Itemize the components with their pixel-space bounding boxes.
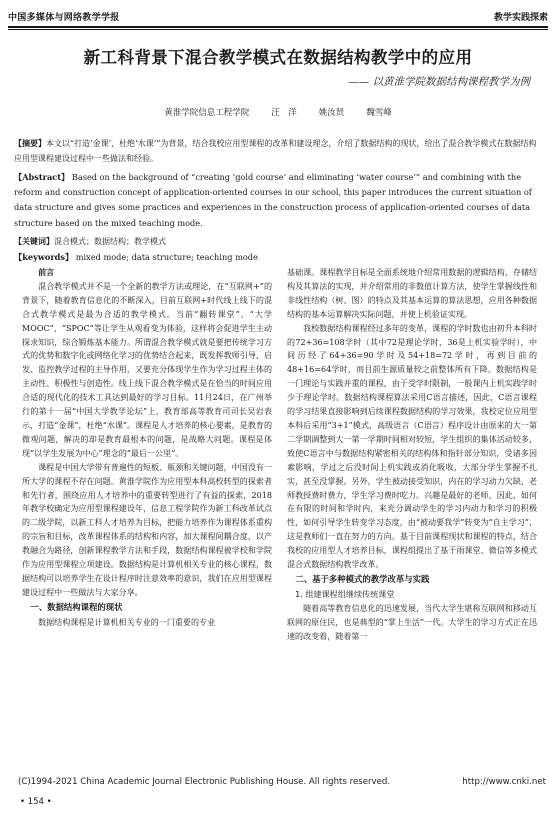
section-heading: 一、数据结构课程的现状	[30, 601, 123, 612]
body-paragraph: 随着高等教育信息化的迅速发展，当代大学生堪称互联网和移动互联网的原住民，也是典型的“掌上生活”一代。大学生的学习方式正在迅速的改变着，随着第一	[287, 603, 537, 641]
author-line	[0, 106, 556, 118]
article-title: 新工科背景下混合教学模式在数据结构教学中的应用	[83, 48, 473, 67]
body-paragraph: 我校数据结构课程经过多年的变革，课程的学时数也由初升本科时的72+36=108学时（其中72是理论学时，36是上机实验学时），中间历经了64+36=90学时及54+18=72学时，再到目前的48+16=64学时，而目前生源质量较之前整体所有下降。数据结构是一门理论与实践并重的课程，由于受学时限制，一般课内上机实践学时少于理论学时。数据结构课程算法采用C语言描述，因此，C语言课程的学习结果直接影响到后续课程数据结构的学习效果，我校定位应用型本科后采用“3+1”模式，高级语言（C语言）程序设计由原来的大一第二学期调整到大一第一学期时间相对较短，学生组织的集体活动较多，致使C语言中与数据结构紧密相关的结构体和指针部分知识，受诸多因素影响，学过之后没时间上机实践或消化吸收，大部分学生掌握不扎实，甚至没掌握。另外，学生被动接受知识，内在的学习动力欠缺，老师教授费时费力，学生学习费时吃力。兴趣是最好的老师，因此，如何在有限的时间和学时内，来充分调动学生的学习内动力和学习的积极性，如何引导学生转变学习态度，由“被动要我学”转变为“自主学习”，这是教师们一直在努力的方向。基于目前课程现状和课程的特点，结合我校的应用型人才培养目标，课程组提出了基于雨课堂、微信等多模式混合式数据结构教学改革。	[287, 323, 537, 570]
preface-heading: 前言	[38, 267, 55, 277]
keywords-cn-label: 【关键词】	[14, 236, 54, 246]
body-column-right	[287, 266, 537, 643]
abstract-en	[14, 170, 542, 231]
body-paragraph: 数据结构课程是计算机相关专业的一门重要的专业	[38, 617, 216, 627]
keywords-cn-text: 混合模式；数据结构；教学模式	[54, 237, 166, 246]
article-subtitle: —— 以黄淮学院数据结构课程教学为例	[348, 76, 530, 88]
body-paragraph: 课程是中国大学带有普遍性的短板、瓶颈和关键问题，中国没有一所大学的课程不存在问题。黄淮学院作为应用型本科高校转型的探索者和先行者，围绕应用人才培养中的重要转型进行了有益的探索，2018年教学校确定为应用型课程建设年，信息工程学院作为新工科改革试点的二级学院，以新工科人才培养为目标，把能力培养作为课程体系重构的宗旨和目标，改革课程体系的结构和内容，加大课程间耦合度，以产教融合为路径，创新课程教学方法和手段，数据结构课程被学校和学院作为应用型课程立项建设。数据结构是计算机相关专业的核心课程，数据结构可以培养学生在设计程序时注意效率的意识，我们在应用型课程建设过程中一些做法与大家分享。	[22, 462, 272, 597]
section-heading: 二、基于多种模式的教学改革与实践	[295, 573, 430, 584]
page-number: • 154 •	[20, 797, 52, 807]
body-paragraph: 基础课。课程教学目标是全面系统地介绍常用数据的逻辑结构、存储结构及其算法的实现，并介绍常用的非数值计算方法，使学生掌握线性和非线性结构（树、图）的特点及其基本运算的算法思想，应用各种数据结构的基本运算解决实际问题，并使上机验证实现。	[287, 268, 537, 319]
header-rule-thin	[8, 29, 548, 30]
affiliation: 黄淮学院信息工程学院	[164, 108, 250, 118]
keywords-cn	[14, 234, 542, 250]
keywords-en-label: 【keywords】	[14, 252, 74, 262]
body-paragraph: 混合教学模式并不是一个全新的教学方法或理论，在“互联网+”的背景下，随着教育信息化的不断深入，目前互联网+时代线上线下的混合式教学模式是最为合适的教学模式。当前“翻转课堂”、“大学MOOC”、“SPOC”等让学生从观看变为体验，这样将会促进学生主动探求知识，综合锻炼基本能力。所谓混合教学模式就是要把传统学习方式的优势和数字化或网络化学习的优势结合起来，既发挥教师引导、启发、监控教学过程的主导作用，又要充分体现学生作为学习过程主体的主动性、积极性与创造性。线上线下混合教学模式是在恰当的时间应用合适的现代化的技术工具达到最好的学习目标。11月24日，在广州举行的第十一届“中国大学教学论坛”上，教育部高等教育司司长吴岩表示，打造“金课”，杜绝“水课”。课程是人才培养的核心要素，是教育的微观问题，解决的却是教育最根本的问题，是战略大问题。课程是体现“以学生发展为中心”理念的“最后一公里”。	[22, 281, 272, 458]
section-name: 教学实践探索	[493, 13, 548, 23]
subsection-heading: 1. 组建课程组继续传统课堂	[295, 588, 395, 599]
journal-name: 中国多媒体与网络教学学报	[8, 13, 120, 23]
keywords-en-text: mixed mode; data structure; teaching mode	[75, 252, 258, 262]
keywords-en	[14, 250, 542, 265]
abstract-cn-label: 【摘要】	[14, 138, 46, 148]
abstract-cn	[14, 136, 542, 166]
author-name: 魏雪峰	[366, 108, 392, 118]
abstract-en-label: 【Abstract】	[14, 172, 70, 182]
body-column-left	[22, 266, 272, 630]
abstract-en-text: Based on the background of “creating ‘gold course’ and eliminating ‘water course’” and combining with the reform and construction concept of application-oriented courses in our school, this paper introduces the current situation of data structure and gives some practices and experiences in the construction process of application-oriented courses of data structure based on the mixed teaching mode.	[14, 172, 532, 228]
running-header	[8, 7, 548, 26]
cnki-url: http://www.cnki.net	[462, 777, 546, 787]
author-name: 汪 洋	[271, 108, 297, 118]
copyright-text: (C)1994-2021 China Academic Journal Electronic Publishing House. All rights reserved.	[18, 777, 391, 787]
copyright-line	[18, 777, 546, 787]
abstract-cn-text: 本文以“打造‘金课’，杜绝‘水课’”为背景，结合我校应用型课程的改革和建设理念，介绍了数据结构的现状，给出了混合教学模式在数据结构应用型课程建设过程中一些做法和经验。	[14, 139, 537, 163]
author-name: 姚汝贤	[318, 108, 345, 118]
header-rule	[8, 26, 548, 28]
